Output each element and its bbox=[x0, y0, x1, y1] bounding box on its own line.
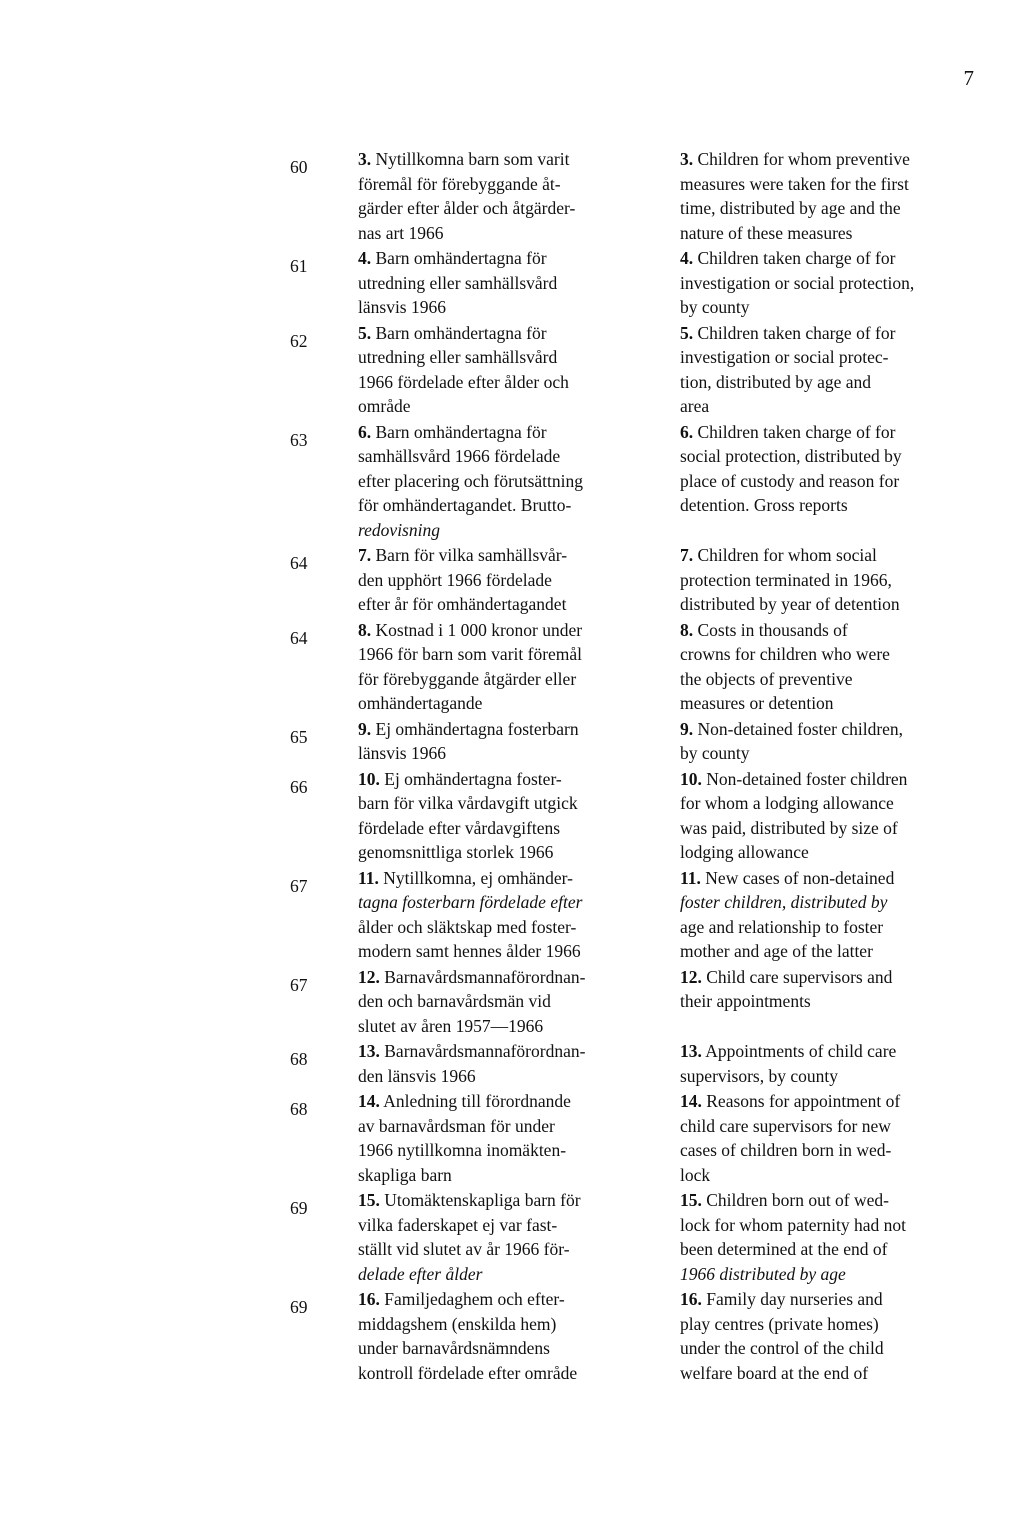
english-title-text: cases of children born in wed- bbox=[680, 1140, 892, 1160]
swedish-title-text: 1966 för barn som varit föremål bbox=[358, 644, 583, 664]
english-title-text: play centres (private homes) bbox=[680, 1313, 879, 1334]
toc-entry bbox=[0, 147, 1024, 245]
english-title-text: Child care supervisors and bbox=[706, 966, 893, 987]
english-title-text: for whom a lodging allowance bbox=[680, 793, 894, 813]
english-title-line bbox=[680, 1287, 980, 1312]
english-title-text: mother and age of the latter bbox=[680, 941, 873, 961]
swedish-title-line bbox=[358, 741, 658, 766]
swedish-title-text: delade efter ålder bbox=[358, 1263, 483, 1284]
english-title-line bbox=[680, 915, 980, 940]
swedish-title-text: Ej omhändertagna fosterbarn bbox=[375, 718, 579, 739]
toc-page-ref: 68 bbox=[290, 1099, 308, 1119]
swedish-title-line bbox=[358, 767, 658, 792]
swedish-title-text: föremål för förebyggande åt- bbox=[358, 173, 561, 194]
english-title-line bbox=[680, 1064, 980, 1089]
swedish-title-text: Anledning till förordnande bbox=[383, 1091, 571, 1111]
english-title bbox=[680, 420, 980, 518]
english-title-text: detention. Gross reports bbox=[680, 495, 848, 515]
swedish-title-text: barn för vilka vårdavgift utgick bbox=[358, 793, 578, 813]
swedish-title-line bbox=[358, 493, 658, 518]
english-title-text: social protection, distributed by bbox=[680, 446, 902, 466]
english-title-line bbox=[680, 592, 980, 617]
swedish-title-text: Utomäktenskapliga barn för bbox=[384, 1190, 581, 1210]
swedish-title bbox=[358, 767, 658, 865]
english-title-text: welfare board at the end of bbox=[680, 1362, 869, 1383]
swedish-title-line bbox=[358, 1312, 658, 1337]
swedish-title-line bbox=[358, 246, 658, 271]
english-title-text: investigation or social protec- bbox=[680, 347, 889, 367]
english-title-line bbox=[680, 196, 980, 221]
table-number: 11. bbox=[680, 867, 701, 888]
english-title-text: Children taken charge of for bbox=[697, 322, 896, 343]
toc-entry bbox=[0, 1287, 1024, 1385]
english-title bbox=[680, 866, 980, 964]
page-number: 7 bbox=[963, 66, 974, 90]
toc-page-ref: 60 bbox=[290, 157, 308, 177]
table-number: 8. bbox=[680, 619, 694, 640]
swedish-title-text: utredning eller samhällsvård bbox=[358, 347, 558, 367]
toc-entry bbox=[0, 717, 1024, 766]
swedish-title-line bbox=[358, 172, 658, 197]
swedish-title-text: kontroll fördelade efter område bbox=[358, 1362, 578, 1383]
swedish-title-text: för omhändertagandet. Brutto- bbox=[358, 495, 572, 515]
swedish-title-text: samhällsvård 1966 fördelade bbox=[358, 446, 561, 466]
swedish-title-line bbox=[358, 890, 658, 915]
toc-page-ref: 64 bbox=[290, 553, 308, 573]
english-title bbox=[680, 965, 980, 1014]
english-title-text: protection terminated in 1966, bbox=[680, 569, 892, 590]
english-title-text: crowns for children who were bbox=[680, 644, 890, 664]
toc-page-ref: 61 bbox=[290, 256, 308, 276]
english-title-text: Costs in thousands of bbox=[697, 619, 848, 640]
english-title-text: measures were taken for the first bbox=[680, 173, 909, 194]
swedish-title-text: Barn omhändertagna för bbox=[375, 421, 547, 442]
swedish-title-line bbox=[358, 866, 658, 891]
table-of-contents bbox=[0, 147, 1024, 1386]
swedish-title-text: Nytillkomna barn som varit bbox=[375, 149, 570, 169]
english-title-line bbox=[680, 420, 980, 445]
swedish-title-line bbox=[358, 1361, 658, 1386]
english-title-text: foster children, distributed by bbox=[680, 892, 888, 912]
swedish-title-text: skapliga barn bbox=[358, 1164, 452, 1185]
toc-page-ref: 66 bbox=[290, 776, 308, 797]
english-title-text: lock bbox=[680, 1164, 711, 1185]
english-title-line bbox=[680, 271, 980, 296]
english-title-text: lock for whom paternity had not bbox=[680, 1214, 906, 1235]
english-title-line bbox=[680, 642, 980, 667]
english-title bbox=[680, 147, 980, 245]
swedish-title-text: efter placering och förutsättning bbox=[358, 470, 583, 491]
english-title-text: by county bbox=[680, 743, 750, 763]
toc-page-ref: 69 bbox=[290, 1297, 308, 1317]
swedish-title-text: den länsvis 1966 bbox=[358, 1065, 476, 1086]
english-title-text: the objects of preventive bbox=[680, 668, 853, 689]
swedish-title bbox=[358, 965, 658, 1039]
swedish-title bbox=[358, 1188, 658, 1286]
english-title-text: New cases of non-detained bbox=[705, 867, 895, 888]
swedish-title-text: Barn för vilka samhällsvår- bbox=[375, 545, 568, 565]
english-title bbox=[680, 1089, 980, 1187]
swedish-title-line bbox=[358, 1138, 658, 1163]
swedish-title bbox=[358, 866, 658, 964]
swedish-title-line bbox=[358, 717, 658, 742]
english-title-line bbox=[680, 394, 980, 419]
swedish-title-line bbox=[358, 1188, 658, 1213]
english-title-line bbox=[680, 370, 980, 395]
english-title-text: 1966 distributed by age bbox=[680, 1263, 846, 1284]
table-number: 14. bbox=[358, 1091, 380, 1111]
toc-entry bbox=[0, 420, 1024, 543]
english-title-text: their appointments bbox=[680, 991, 811, 1011]
swedish-title-line bbox=[358, 691, 658, 716]
english-title-line bbox=[680, 321, 980, 346]
english-title bbox=[680, 1188, 980, 1286]
english-title-line bbox=[680, 1213, 980, 1238]
swedish-title-line bbox=[358, 592, 658, 617]
english-title-line bbox=[680, 989, 980, 1014]
toc-page-ref: 69 bbox=[290, 1198, 308, 1218]
table-number: 4. bbox=[358, 248, 372, 268]
swedish-title-text: under barnavårdsnämndens bbox=[358, 1338, 550, 1358]
swedish-title-text: för förebyggande åtgärder eller bbox=[358, 668, 577, 689]
toc-entry bbox=[0, 1188, 1024, 1286]
swedish-title-line bbox=[358, 1014, 658, 1039]
swedish-title-line bbox=[358, 345, 658, 370]
table-number: 12. bbox=[358, 966, 380, 987]
swedish-title-text: omhändertagande bbox=[358, 693, 483, 713]
english-title-text: Non-detained foster children, bbox=[697, 718, 904, 739]
table-number: 14. bbox=[680, 1091, 702, 1111]
english-title-text: child care supervisors for new bbox=[680, 1115, 891, 1136]
toc-entry bbox=[0, 321, 1024, 419]
swedish-title-text: utredning eller samhällsvård bbox=[358, 272, 558, 293]
english-title-line bbox=[680, 469, 980, 494]
english-title-line bbox=[680, 791, 980, 816]
toc-entry bbox=[0, 1039, 1024, 1088]
swedish-title-line bbox=[358, 321, 658, 346]
toc-entry bbox=[0, 965, 1024, 1039]
english-title bbox=[680, 543, 980, 617]
swedish-title-text: Barnavårdsmannaförordnan- bbox=[384, 966, 586, 987]
english-title-line bbox=[680, 816, 980, 841]
english-title-line bbox=[680, 1114, 980, 1139]
table-number: 13. bbox=[358, 1041, 380, 1061]
swedish-title-line bbox=[358, 816, 658, 841]
swedish-title-line bbox=[358, 1064, 658, 1089]
swedish-title-text: område bbox=[358, 396, 411, 416]
table-number: 10. bbox=[358, 768, 380, 789]
english-title-text: Reasons for appointment of bbox=[706, 1091, 901, 1111]
toc-entry bbox=[0, 543, 1024, 617]
swedish-title-text: Barn omhändertagna för bbox=[375, 248, 547, 268]
swedish-title-line bbox=[358, 989, 658, 1014]
swedish-title-line bbox=[358, 221, 658, 246]
table-number: 10. bbox=[680, 768, 702, 789]
table-number: 6. bbox=[680, 421, 694, 442]
swedish-title-line bbox=[358, 1089, 658, 1114]
english-title bbox=[680, 1287, 980, 1385]
table-number: 16. bbox=[680, 1289, 702, 1309]
english-title bbox=[680, 767, 980, 865]
english-title-text: age and relationship to foster bbox=[680, 916, 884, 937]
swedish-title bbox=[358, 717, 658, 766]
english-title-line bbox=[680, 741, 980, 766]
swedish-title-line bbox=[358, 469, 658, 494]
table-number: 8. bbox=[358, 619, 372, 640]
swedish-title-line bbox=[358, 1039, 658, 1064]
english-title-text: Children taken charge of for bbox=[697, 248, 896, 268]
english-title-line bbox=[680, 1336, 980, 1361]
swedish-title-text: vilka faderskapet ej var fast- bbox=[358, 1214, 558, 1235]
english-title-text: was paid, distributed by size of bbox=[680, 817, 898, 838]
toc-page-ref: 62 bbox=[290, 330, 308, 351]
swedish-title bbox=[358, 543, 658, 617]
english-title-line bbox=[680, 1138, 980, 1163]
swedish-title-line bbox=[358, 791, 658, 816]
english-title-line bbox=[680, 767, 980, 792]
swedish-title-text: Familjedaghem och efter- bbox=[384, 1289, 565, 1309]
english-title bbox=[680, 717, 980, 766]
english-title-text: Children taken charge of for bbox=[697, 421, 896, 442]
english-title-line bbox=[680, 840, 980, 865]
english-title-line bbox=[680, 1039, 980, 1064]
english-title-line bbox=[680, 1361, 980, 1386]
toc-page-ref: 64 bbox=[290, 627, 308, 648]
swedish-title-line bbox=[358, 1163, 658, 1188]
swedish-title-text: länsvis 1966 bbox=[358, 743, 446, 763]
swedish-title-line bbox=[358, 939, 658, 964]
swedish-title-text: den upphört 1966 fördelade bbox=[358, 569, 552, 590]
swedish-title bbox=[358, 1039, 658, 1088]
english-title-text: area bbox=[680, 396, 710, 416]
swedish-title-text: den och barnavårdsmän vid bbox=[358, 991, 551, 1011]
swedish-title-line bbox=[358, 394, 658, 419]
swedish-title-line bbox=[358, 196, 658, 221]
english-title-text: investigation or social protection, bbox=[680, 272, 915, 293]
toc-page-ref: 67 bbox=[290, 974, 308, 995]
english-title-line bbox=[680, 965, 980, 990]
english-title-line bbox=[680, 295, 980, 320]
swedish-title-line bbox=[358, 420, 658, 445]
table-number: 9. bbox=[680, 718, 694, 739]
english-title-line bbox=[680, 444, 980, 469]
swedish-title-text: Nytillkomna, ej omhänder- bbox=[383, 867, 573, 888]
swedish-title-text: nas art 1966 bbox=[358, 222, 444, 243]
toc-page-ref: 67 bbox=[290, 875, 308, 896]
swedish-title-text: Barnavårdsmannaförordnan- bbox=[384, 1041, 586, 1061]
english-title-line bbox=[680, 172, 980, 197]
swedish-title-line bbox=[358, 1262, 658, 1287]
swedish-title-line bbox=[358, 1237, 658, 1262]
english-title bbox=[680, 1039, 980, 1088]
toc-page-ref: 63 bbox=[290, 429, 308, 450]
english-title-line bbox=[680, 1188, 980, 1213]
table-number: 3. bbox=[680, 149, 694, 169]
english-title-text: measures or detention bbox=[680, 693, 834, 713]
swedish-title-text: ålder och släktskap med foster- bbox=[358, 916, 577, 937]
table-number: 7. bbox=[680, 545, 694, 565]
english-title-text: distributed by year of detention bbox=[680, 594, 900, 614]
swedish-title-text: tagna fosterbarn fördelade efter bbox=[358, 892, 583, 912]
english-title bbox=[680, 618, 980, 716]
english-title-line bbox=[680, 568, 980, 593]
toc-page-ref: 65 bbox=[290, 726, 308, 747]
swedish-title-text: gärder efter ålder och åtgärder- bbox=[358, 198, 576, 218]
swedish-title bbox=[358, 1089, 658, 1187]
english-title-text: lodging allowance bbox=[680, 842, 809, 862]
english-title-text: Children for whom social bbox=[697, 545, 877, 565]
swedish-title bbox=[358, 321, 658, 419]
swedish-title bbox=[358, 246, 658, 320]
english-title-line bbox=[680, 1312, 980, 1337]
english-title-line bbox=[680, 618, 980, 643]
english-title-line bbox=[680, 1089, 980, 1114]
swedish-title-text: redovisning bbox=[358, 519, 440, 540]
table-number: 13. bbox=[680, 1041, 702, 1061]
swedish-title-text: länsvis 1966 bbox=[358, 297, 446, 317]
swedish-title-text: modern samt hennes ålder 1966 bbox=[358, 941, 581, 961]
swedish-title-text: efter år för omhändertagandet bbox=[358, 594, 567, 614]
swedish-title-text: 1966 nytillkomna inomäkten- bbox=[358, 1140, 567, 1160]
swedish-title-line bbox=[358, 915, 658, 940]
swedish-title-line bbox=[358, 271, 658, 296]
english-title-text: under the control of the child bbox=[680, 1338, 884, 1358]
english-title-text: nature of these measures bbox=[680, 222, 853, 243]
english-title-line bbox=[680, 1237, 980, 1262]
toc-entry bbox=[0, 866, 1024, 964]
english-title-text: time, distributed by age and the bbox=[680, 198, 901, 218]
toc-entry bbox=[0, 246, 1024, 320]
toc-entry bbox=[0, 618, 1024, 716]
swedish-title-text: Kostnad i 1 000 kronor under bbox=[375, 619, 583, 640]
toc-page-ref: 68 bbox=[290, 1049, 308, 1069]
swedish-title bbox=[358, 618, 658, 716]
table-number: 5. bbox=[680, 322, 694, 343]
table-number: 15. bbox=[358, 1190, 380, 1210]
table-number: 9. bbox=[358, 718, 372, 739]
swedish-title-line bbox=[358, 840, 658, 865]
english-title-text: Family day nurseries and bbox=[706, 1289, 883, 1309]
swedish-title-text: Barn omhändertagna för bbox=[375, 322, 547, 343]
swedish-title-line bbox=[358, 568, 658, 593]
table-number: 16. bbox=[358, 1289, 380, 1309]
table-number: 3. bbox=[358, 149, 372, 169]
english-title-line bbox=[680, 1163, 980, 1188]
english-title-line bbox=[680, 866, 980, 891]
english-title-line bbox=[680, 246, 980, 271]
english-title-text: supervisors, by county bbox=[680, 1065, 838, 1086]
english-title-line bbox=[680, 345, 980, 370]
english-title-text: tion, distributed by age and bbox=[680, 371, 872, 392]
english-title-text: Children born out of wed- bbox=[706, 1190, 889, 1210]
swedish-title-text: 1966 fördelade efter ålder och bbox=[358, 371, 569, 392]
table-number: 5. bbox=[358, 322, 372, 343]
swedish-title-text: av barnavårdsman för under bbox=[358, 1115, 555, 1136]
toc-entry bbox=[0, 1089, 1024, 1187]
swedish-title-line bbox=[358, 1287, 658, 1312]
table-number: 11. bbox=[358, 867, 379, 888]
english-title-line bbox=[680, 939, 980, 964]
swedish-title-line bbox=[358, 642, 658, 667]
swedish-title bbox=[358, 147, 658, 245]
swedish-title-line bbox=[358, 1336, 658, 1361]
swedish-title-line bbox=[358, 518, 658, 543]
swedish-title-text: Ej omhändertagna foster- bbox=[384, 768, 562, 789]
english-title-line bbox=[680, 691, 980, 716]
swedish-title-text: slutet av åren 1957—1966 bbox=[358, 1015, 544, 1036]
english-title-line bbox=[680, 543, 980, 568]
table-number: 7. bbox=[358, 545, 372, 565]
english-title-line bbox=[680, 667, 980, 692]
english-title-text: Appointments of child care bbox=[705, 1041, 897, 1061]
swedish-title-line bbox=[358, 295, 658, 320]
swedish-title-line bbox=[358, 543, 658, 568]
english-title-text: place of custody and reason for bbox=[680, 470, 900, 491]
swedish-title-line bbox=[358, 370, 658, 395]
swedish-title-line bbox=[358, 444, 658, 469]
swedish-title-line bbox=[358, 1213, 658, 1238]
table-number: 6. bbox=[358, 421, 372, 442]
swedish-title bbox=[358, 1287, 658, 1385]
swedish-title-text: middagshem (enskilda hem) bbox=[358, 1313, 557, 1334]
table-number: 15. bbox=[680, 1190, 702, 1210]
swedish-title-line bbox=[358, 147, 658, 172]
swedish-title-text: genomsnittliga storlek 1966 bbox=[358, 842, 554, 862]
table-number: 12. bbox=[680, 966, 702, 987]
english-title-text: Children for whom preventive bbox=[697, 149, 910, 169]
swedish-title-line bbox=[358, 667, 658, 692]
toc-entry bbox=[0, 767, 1024, 865]
swedish-title-line bbox=[358, 1114, 658, 1139]
swedish-title bbox=[358, 420, 658, 543]
english-title-line bbox=[680, 493, 980, 518]
swedish-title-text: ställt vid slutet av år 1966 för- bbox=[358, 1239, 570, 1259]
english-title bbox=[680, 246, 980, 320]
english-title-line bbox=[680, 717, 980, 742]
english-title-text: been determined at the end of bbox=[680, 1239, 888, 1259]
english-title-line bbox=[680, 221, 980, 246]
english-title-line bbox=[680, 147, 980, 172]
english-title-text: by county bbox=[680, 297, 750, 317]
english-title-line bbox=[680, 890, 980, 915]
english-title-text: Non-detained foster children bbox=[706, 768, 908, 789]
swedish-title-line bbox=[358, 618, 658, 643]
english-title bbox=[680, 321, 980, 419]
swedish-title-text: fördelade efter vårdavgiftens bbox=[358, 817, 561, 838]
table-number: 4. bbox=[680, 248, 694, 268]
english-title-line bbox=[680, 1262, 980, 1287]
swedish-title-line bbox=[358, 965, 658, 990]
